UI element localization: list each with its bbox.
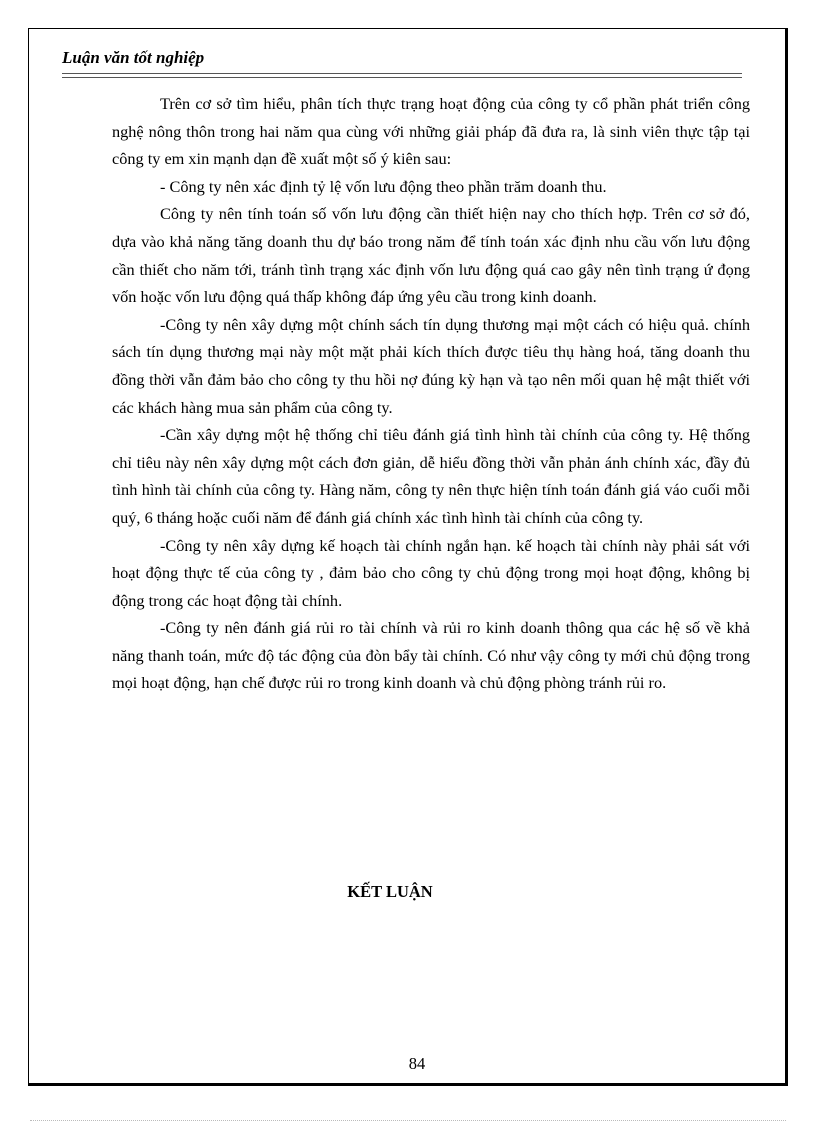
- paragraph-recommendation-5: -Công ty nên đánh giá rủi ro tài chính và rủi ro kinh doanh thông qua các hệ số về khả năng thanh toán, mức độ tác động của đòn bẩy tài chính. Có như vậy công ty mới chủ động trong mọi hoạt động, hạn chế được rủi ro trong kinh doanh và chủ động phòng tránh rủi ro.: [112, 618, 750, 693]
- paragraph-recommendation-3: -Cần xây dựng một hệ thống chỉ tiêu đánh giá tình hình tài chính của công ty. Hệ thống chỉ tiêu này nên xây dựng một cách đơn giản, dễ hiểu đồng thời vẫn phản ánh chính xác, đầy đủ tình hình tài chính của công ty. Hàng năm, công ty nên thực hiện tính toán đánh giá váo cuối mỗi quý, 6 tháng hoặc cuối năm để đánh giá chính xác tình hình tài chính của công ty.: [112, 425, 750, 527]
- paragraph-recommendation-1: - Công ty nên xác định tỷ lệ vốn lưu động theo phần trăm doanh thu.: [160, 176, 607, 196]
- paragraph-recommendation-4: -Công ty nên xây dựng kế hoạch tài chính ngắn hạn. kế hoạch tài chính này phải sát với hoạt động thực tế của công ty , đảm bảo cho công ty chủ động trong mọi hoạt động, không bị động trong các hoạt động tài chính.: [112, 535, 750, 610]
- page-number: [0, 1054, 816, 1074]
- paragraph-recommendation-1-detail: Công ty nên tính toán số vốn lưu động cần thiết hiện nay cho thích hợp. Trên cơ sở đó, dựa vào khả năng tăng doanh thu dự báo trong năm để tính toán xác định nhu cầu vốn lưu động cần thiết cho năm tới, tránh tình trạng xác định vốn lưu động quá cao gây nên tình trạng ứ đọng vốn hoặc vốn lưu động quá thấp không đáp ứng yêu cầu trong kinh doanh.: [112, 204, 750, 307]
- body-text: [112, 90, 750, 697]
- running-header-title: Luận văn tốt nghiệp: [62, 48, 205, 67]
- header-divider: [62, 70, 742, 82]
- paragraph-recommendation-2: -Công ty nên xây dựng một chính sách tín dụng thương mại một cách có hiệu quả. chính sách tín dụng thương mại này một mặt phải kích thích được tiêu thụ hàng hoá, tăng doanh thu đồng thời vẫn đảm bảo cho công ty thu hồi nợ đúng kỳ hạn và tạo nên mối quan hệ mật thiết với các khách hàng mua sản phẩm của công ty.: [112, 314, 750, 417]
- conclusion-heading-text: KẾT LUẬN: [347, 882, 433, 901]
- paragraph-intro: Trên cơ sở tìm hiểu, phân tích thực trạng hoạt động của công ty cổ phần phát triển công nghệ nông thôn trong hai năm qua cùng với những giải pháp đã đưa ra, là sinh viên thực tập tại công ty em xin mạnh dạn đề xuất một số ý kiên sau:: [112, 94, 750, 169]
- section-heading-conclusion: [0, 882, 816, 902]
- page-number-text: 84: [408, 1054, 426, 1073]
- bottom-dotted-line: [30, 1120, 786, 1121]
